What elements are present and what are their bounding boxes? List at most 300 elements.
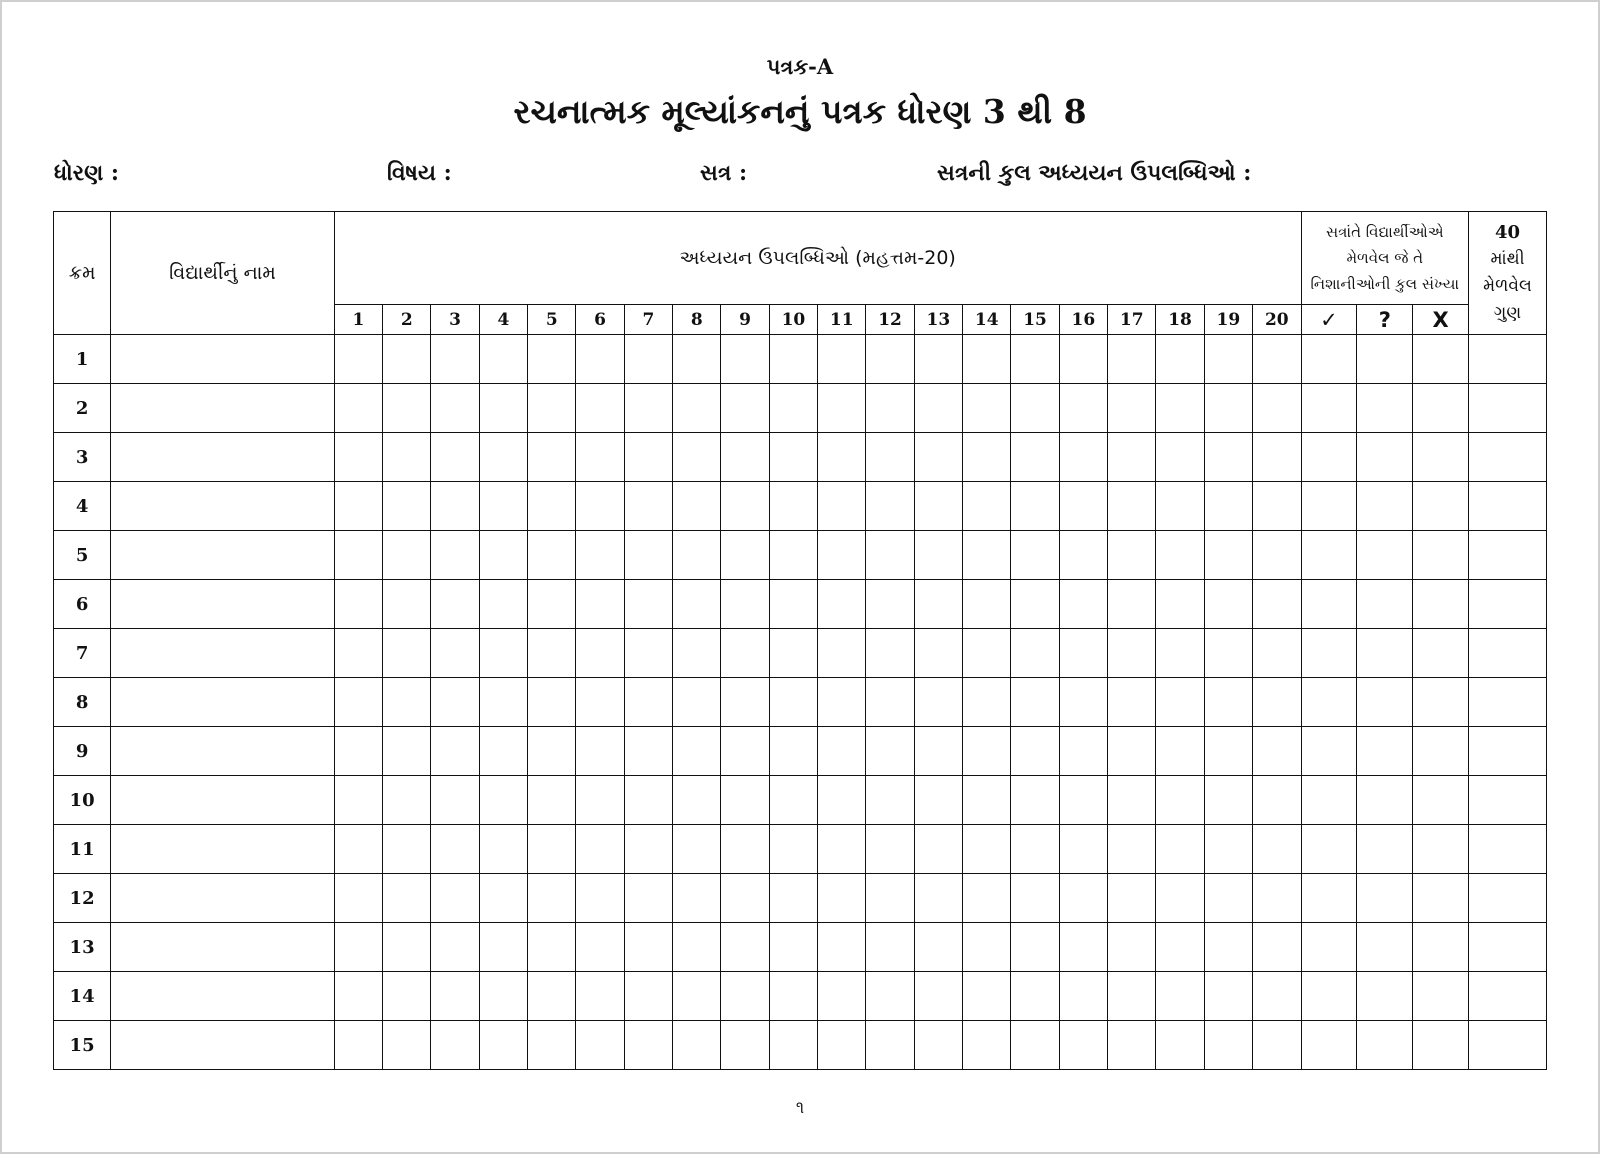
- achievement-cell[interactable]: [528, 825, 576, 874]
- achievement-cell[interactable]: [866, 433, 914, 482]
- achievement-cell[interactable]: [673, 482, 721, 531]
- achievement-cell[interactable]: [673, 776, 721, 825]
- achievement-cell[interactable]: [334, 384, 382, 433]
- achievement-cell[interactable]: [431, 678, 479, 727]
- tick-count-cell[interactable]: [1301, 384, 1357, 433]
- achievement-cell[interactable]: [383, 727, 431, 776]
- achievement-cell[interactable]: [383, 531, 431, 580]
- achievement-cell[interactable]: [576, 1021, 624, 1070]
- student-name-cell[interactable]: [111, 580, 335, 629]
- achievement-cell[interactable]: [334, 335, 382, 384]
- achievement-cell[interactable]: [1108, 923, 1156, 972]
- tick-count-cell[interactable]: [1301, 1021, 1357, 1070]
- achievement-cell[interactable]: [334, 874, 382, 923]
- achievement-cell[interactable]: [866, 531, 914, 580]
- achievement-cell[interactable]: [1204, 629, 1252, 678]
- cross-count-cell[interactable]: [1413, 776, 1469, 825]
- tick-count-cell[interactable]: [1301, 727, 1357, 776]
- achievement-cell[interactable]: [818, 874, 866, 923]
- achievement-cell[interactable]: [1204, 727, 1252, 776]
- achievement-cell[interactable]: [673, 678, 721, 727]
- achievement-cell[interactable]: [769, 384, 817, 433]
- achievement-cell[interactable]: [334, 923, 382, 972]
- achievement-cell[interactable]: [1059, 384, 1107, 433]
- achievement-cell[interactable]: [1011, 335, 1059, 384]
- achievement-cell[interactable]: [479, 923, 527, 972]
- cross-count-cell[interactable]: [1413, 482, 1469, 531]
- achievement-cell[interactable]: [963, 776, 1011, 825]
- achievement-cell[interactable]: [576, 580, 624, 629]
- achievement-cell[interactable]: [1011, 825, 1059, 874]
- achievement-cell[interactable]: [1253, 727, 1302, 776]
- achievement-cell[interactable]: [479, 972, 527, 1021]
- achievement-cell[interactable]: [866, 776, 914, 825]
- achievement-cell[interactable]: [528, 874, 576, 923]
- achievement-cell[interactable]: [818, 531, 866, 580]
- achievement-cell[interactable]: [673, 825, 721, 874]
- tick-count-cell[interactable]: [1301, 825, 1357, 874]
- question-count-cell[interactable]: [1357, 433, 1413, 482]
- achievement-cell[interactable]: [479, 1021, 527, 1070]
- cross-count-cell[interactable]: [1413, 923, 1469, 972]
- achievement-cell[interactable]: [1156, 384, 1204, 433]
- achievement-cell[interactable]: [866, 1021, 914, 1070]
- achievement-cell[interactable]: [1108, 580, 1156, 629]
- achievement-cell[interactable]: [963, 531, 1011, 580]
- achievement-cell[interactable]: [1011, 923, 1059, 972]
- achievement-cell[interactable]: [914, 874, 962, 923]
- achievement-cell[interactable]: [963, 629, 1011, 678]
- achievement-cell[interactable]: [769, 1021, 817, 1070]
- achievement-cell[interactable]: [383, 335, 431, 384]
- achievement-cell[interactable]: [1059, 874, 1107, 923]
- student-name-cell[interactable]: [111, 433, 335, 482]
- achievement-cell[interactable]: [1059, 825, 1107, 874]
- achievement-cell[interactable]: [1108, 384, 1156, 433]
- achievement-cell[interactable]: [818, 335, 866, 384]
- achievement-cell[interactable]: [383, 482, 431, 531]
- achievement-cell[interactable]: [673, 335, 721, 384]
- tick-count-cell[interactable]: [1301, 874, 1357, 923]
- achievement-cell[interactable]: [576, 482, 624, 531]
- achievement-cell[interactable]: [1204, 1021, 1252, 1070]
- achievement-cell[interactable]: [1059, 580, 1107, 629]
- achievement-cell[interactable]: [1253, 384, 1302, 433]
- achievement-cell[interactable]: [914, 482, 962, 531]
- achievement-cell[interactable]: [624, 629, 672, 678]
- student-name-cell[interactable]: [111, 1021, 335, 1070]
- question-count-cell[interactable]: [1357, 1021, 1413, 1070]
- achievement-cell[interactable]: [576, 384, 624, 433]
- achievement-cell[interactable]: [721, 727, 769, 776]
- achievement-cell[interactable]: [1156, 629, 1204, 678]
- achievement-cell[interactable]: [1156, 727, 1204, 776]
- achievement-cell[interactable]: [1156, 825, 1204, 874]
- student-name-cell[interactable]: [111, 972, 335, 1021]
- achievement-cell[interactable]: [1253, 874, 1302, 923]
- achievement-cell[interactable]: [1059, 776, 1107, 825]
- achievement-cell[interactable]: [1011, 727, 1059, 776]
- achievement-cell[interactable]: [479, 629, 527, 678]
- marks-cell[interactable]: [1469, 482, 1547, 531]
- achievement-cell[interactable]: [914, 384, 962, 433]
- achievement-cell[interactable]: [818, 1021, 866, 1070]
- achievement-cell[interactable]: [866, 874, 914, 923]
- achievement-cell[interactable]: [576, 825, 624, 874]
- cross-count-cell[interactable]: [1413, 629, 1469, 678]
- achievement-cell[interactable]: [1156, 580, 1204, 629]
- achievement-cell[interactable]: [818, 629, 866, 678]
- achievement-cell[interactable]: [431, 972, 479, 1021]
- achievement-cell[interactable]: [721, 972, 769, 1021]
- achievement-cell[interactable]: [1059, 482, 1107, 531]
- question-count-cell[interactable]: [1357, 972, 1413, 1021]
- achievement-cell[interactable]: [963, 874, 1011, 923]
- achievement-cell[interactable]: [1253, 1021, 1302, 1070]
- achievement-cell[interactable]: [1253, 678, 1302, 727]
- cross-count-cell[interactable]: [1413, 531, 1469, 580]
- achievement-cell[interactable]: [383, 972, 431, 1021]
- achievement-cell[interactable]: [1108, 678, 1156, 727]
- achievement-cell[interactable]: [673, 1021, 721, 1070]
- achievement-cell[interactable]: [1253, 580, 1302, 629]
- achievement-cell[interactable]: [818, 972, 866, 1021]
- cross-count-cell[interactable]: [1413, 433, 1469, 482]
- achievement-cell[interactable]: [383, 678, 431, 727]
- achievement-cell[interactable]: [431, 433, 479, 482]
- student-name-cell[interactable]: [111, 825, 335, 874]
- student-name-cell[interactable]: [111, 531, 335, 580]
- achievement-cell[interactable]: [576, 874, 624, 923]
- achievement-cell[interactable]: [1011, 629, 1059, 678]
- question-count-cell[interactable]: [1357, 776, 1413, 825]
- achievement-cell[interactable]: [818, 727, 866, 776]
- achievement-cell[interactable]: [818, 678, 866, 727]
- achievement-cell[interactable]: [624, 335, 672, 384]
- achievement-cell[interactable]: [1204, 678, 1252, 727]
- achievement-cell[interactable]: [528, 482, 576, 531]
- achievement-cell[interactable]: [1059, 1021, 1107, 1070]
- cross-count-cell[interactable]: [1413, 335, 1469, 384]
- achievement-cell[interactable]: [721, 678, 769, 727]
- achievement-cell[interactable]: [1253, 923, 1302, 972]
- student-name-cell[interactable]: [111, 776, 335, 825]
- achievement-cell[interactable]: [431, 923, 479, 972]
- achievement-cell[interactable]: [528, 678, 576, 727]
- achievement-cell[interactable]: [769, 727, 817, 776]
- achievement-cell[interactable]: [1059, 923, 1107, 972]
- achievement-cell[interactable]: [1204, 384, 1252, 433]
- achievement-cell[interactable]: [914, 678, 962, 727]
- question-count-cell[interactable]: [1357, 923, 1413, 972]
- achievement-cell[interactable]: [576, 531, 624, 580]
- achievement-cell[interactable]: [914, 776, 962, 825]
- question-count-cell[interactable]: [1357, 482, 1413, 531]
- achievement-cell[interactable]: [383, 825, 431, 874]
- achievement-cell[interactable]: [1011, 384, 1059, 433]
- achievement-cell[interactable]: [963, 825, 1011, 874]
- achievement-cell[interactable]: [479, 433, 527, 482]
- achievement-cell[interactable]: [963, 727, 1011, 776]
- achievement-cell[interactable]: [769, 972, 817, 1021]
- achievement-cell[interactable]: [576, 972, 624, 1021]
- achievement-cell[interactable]: [1204, 482, 1252, 531]
- achievement-cell[interactable]: [1011, 874, 1059, 923]
- achievement-cell[interactable]: [1156, 531, 1204, 580]
- achievement-cell[interactable]: [431, 335, 479, 384]
- achievement-cell[interactable]: [769, 580, 817, 629]
- achievement-cell[interactable]: [914, 727, 962, 776]
- achievement-cell[interactable]: [334, 580, 382, 629]
- achievement-cell[interactable]: [1156, 1021, 1204, 1070]
- achievement-cell[interactable]: [383, 874, 431, 923]
- achievement-cell[interactable]: [431, 825, 479, 874]
- achievement-cell[interactable]: [721, 874, 769, 923]
- achievement-cell[interactable]: [963, 678, 1011, 727]
- achievement-cell[interactable]: [624, 678, 672, 727]
- student-name-cell[interactable]: [111, 482, 335, 531]
- student-name-cell[interactable]: [111, 678, 335, 727]
- achievement-cell[interactable]: [334, 776, 382, 825]
- achievement-cell[interactable]: [963, 482, 1011, 531]
- achievement-cell[interactable]: [721, 580, 769, 629]
- achievement-cell[interactable]: [528, 727, 576, 776]
- achievement-cell[interactable]: [721, 482, 769, 531]
- marks-cell[interactable]: [1469, 1021, 1547, 1070]
- achievement-cell[interactable]: [914, 629, 962, 678]
- achievement-cell[interactable]: [673, 580, 721, 629]
- achievement-cell[interactable]: [769, 776, 817, 825]
- achievement-cell[interactable]: [1059, 335, 1107, 384]
- tick-count-cell[interactable]: [1301, 531, 1357, 580]
- achievement-cell[interactable]: [721, 384, 769, 433]
- achievement-cell[interactable]: [479, 482, 527, 531]
- marks-cell[interactable]: [1469, 874, 1547, 923]
- achievement-cell[interactable]: [1156, 335, 1204, 384]
- achievement-cell[interactable]: [866, 482, 914, 531]
- achievement-cell[interactable]: [721, 629, 769, 678]
- achievement-cell[interactable]: [1011, 1021, 1059, 1070]
- achievement-cell[interactable]: [1108, 482, 1156, 531]
- achievement-cell[interactable]: [1011, 580, 1059, 629]
- achievement-cell[interactable]: [624, 727, 672, 776]
- achievement-cell[interactable]: [866, 972, 914, 1021]
- achievement-cell[interactable]: [673, 874, 721, 923]
- achievement-cell[interactable]: [479, 874, 527, 923]
- achievement-cell[interactable]: [624, 433, 672, 482]
- achievement-cell[interactable]: [1204, 825, 1252, 874]
- achievement-cell[interactable]: [1204, 433, 1252, 482]
- achievement-cell[interactable]: [576, 678, 624, 727]
- achievement-cell[interactable]: [624, 874, 672, 923]
- marks-cell[interactable]: [1469, 531, 1547, 580]
- achievement-cell[interactable]: [576, 335, 624, 384]
- achievement-cell[interactable]: [383, 923, 431, 972]
- achievement-cell[interactable]: [624, 972, 672, 1021]
- cross-count-cell[interactable]: [1413, 1021, 1469, 1070]
- achievement-cell[interactable]: [576, 923, 624, 972]
- achievement-cell[interactable]: [1011, 776, 1059, 825]
- achievement-cell[interactable]: [1059, 629, 1107, 678]
- achievement-cell[interactable]: [1108, 433, 1156, 482]
- achievement-cell[interactable]: [769, 678, 817, 727]
- achievement-cell[interactable]: [1011, 531, 1059, 580]
- achievement-cell[interactable]: [479, 531, 527, 580]
- achievement-cell[interactable]: [673, 433, 721, 482]
- achievement-cell[interactable]: [624, 825, 672, 874]
- achievement-cell[interactable]: [866, 678, 914, 727]
- achievement-cell[interactable]: [1108, 825, 1156, 874]
- achievement-cell[interactable]: [721, 1021, 769, 1070]
- achievement-cell[interactable]: [1156, 482, 1204, 531]
- achievement-cell[interactable]: [1011, 433, 1059, 482]
- achievement-cell[interactable]: [479, 776, 527, 825]
- achievement-cell[interactable]: [1011, 482, 1059, 531]
- achievement-cell[interactable]: [383, 629, 431, 678]
- student-name-cell[interactable]: [111, 874, 335, 923]
- marks-cell[interactable]: [1469, 923, 1547, 972]
- achievement-cell[interactable]: [818, 776, 866, 825]
- achievement-cell[interactable]: [769, 825, 817, 874]
- achievement-cell[interactable]: [1108, 874, 1156, 923]
- student-name-cell[interactable]: [111, 727, 335, 776]
- question-count-cell[interactable]: [1357, 629, 1413, 678]
- achievement-cell[interactable]: [721, 825, 769, 874]
- achievement-cell[interactable]: [914, 923, 962, 972]
- achievement-cell[interactable]: [1156, 972, 1204, 1021]
- achievement-cell[interactable]: [1253, 433, 1302, 482]
- achievement-cell[interactable]: [1156, 874, 1204, 923]
- student-name-cell[interactable]: [111, 629, 335, 678]
- achievement-cell[interactable]: [1253, 972, 1302, 1021]
- achievement-cell[interactable]: [528, 923, 576, 972]
- achievement-cell[interactable]: [383, 384, 431, 433]
- achievement-cell[interactable]: [818, 482, 866, 531]
- achievement-cell[interactable]: [1253, 482, 1302, 531]
- achievement-cell[interactable]: [1108, 1021, 1156, 1070]
- achievement-cell[interactable]: [334, 678, 382, 727]
- achievement-cell[interactable]: [1059, 727, 1107, 776]
- achievement-cell[interactable]: [673, 923, 721, 972]
- question-count-cell[interactable]: [1357, 678, 1413, 727]
- achievement-cell[interactable]: [431, 384, 479, 433]
- achievement-cell[interactable]: [673, 727, 721, 776]
- achievement-cell[interactable]: [866, 923, 914, 972]
- achievement-cell[interactable]: [383, 1021, 431, 1070]
- achievement-cell[interactable]: [334, 629, 382, 678]
- tick-count-cell[interactable]: [1301, 433, 1357, 482]
- achievement-cell[interactable]: [624, 531, 672, 580]
- achievement-cell[interactable]: [1059, 531, 1107, 580]
- achievement-cell[interactable]: [624, 384, 672, 433]
- achievement-cell[interactable]: [673, 384, 721, 433]
- achievement-cell[interactable]: [1204, 923, 1252, 972]
- marks-cell[interactable]: [1469, 727, 1547, 776]
- tick-count-cell[interactable]: [1301, 678, 1357, 727]
- achievement-cell[interactable]: [866, 825, 914, 874]
- question-count-cell[interactable]: [1357, 874, 1413, 923]
- achievement-cell[interactable]: [673, 972, 721, 1021]
- achievement-cell[interactable]: [1204, 580, 1252, 629]
- achievement-cell[interactable]: [963, 923, 1011, 972]
- cross-count-cell[interactable]: [1413, 384, 1469, 433]
- achievement-cell[interactable]: [914, 825, 962, 874]
- achievement-cell[interactable]: [431, 874, 479, 923]
- achievement-cell[interactable]: [1059, 433, 1107, 482]
- achievement-cell[interactable]: [1204, 776, 1252, 825]
- achievement-cell[interactable]: [866, 335, 914, 384]
- achievement-cell[interactable]: [866, 580, 914, 629]
- cross-count-cell[interactable]: [1413, 678, 1469, 727]
- achievement-cell[interactable]: [963, 433, 1011, 482]
- student-name-cell[interactable]: [111, 335, 335, 384]
- achievement-cell[interactable]: [334, 433, 382, 482]
- achievement-cell[interactable]: [1204, 874, 1252, 923]
- achievement-cell[interactable]: [963, 972, 1011, 1021]
- achievement-cell[interactable]: [528, 531, 576, 580]
- achievement-cell[interactable]: [1108, 629, 1156, 678]
- achievement-cell[interactable]: [479, 335, 527, 384]
- achievement-cell[interactable]: [914, 972, 962, 1021]
- achievement-cell[interactable]: [624, 580, 672, 629]
- achievement-cell[interactable]: [1108, 972, 1156, 1021]
- achievement-cell[interactable]: [963, 580, 1011, 629]
- achievement-cell[interactable]: [528, 1021, 576, 1070]
- marks-cell[interactable]: [1469, 580, 1547, 629]
- achievement-cell[interactable]: [528, 580, 576, 629]
- question-count-cell[interactable]: [1357, 825, 1413, 874]
- achievement-cell[interactable]: [334, 1021, 382, 1070]
- cross-count-cell[interactable]: [1413, 580, 1469, 629]
- marks-cell[interactable]: [1469, 433, 1547, 482]
- achievement-cell[interactable]: [963, 384, 1011, 433]
- achievement-cell[interactable]: [624, 482, 672, 531]
- achievement-cell[interactable]: [769, 874, 817, 923]
- achievement-cell[interactable]: [769, 531, 817, 580]
- achievement-cell[interactable]: [1253, 776, 1302, 825]
- achievement-cell[interactable]: [334, 972, 382, 1021]
- achievement-cell[interactable]: [914, 335, 962, 384]
- achievement-cell[interactable]: [818, 384, 866, 433]
- marks-cell[interactable]: [1469, 384, 1547, 433]
- tick-count-cell[interactable]: [1301, 482, 1357, 531]
- achievement-cell[interactable]: [431, 776, 479, 825]
- achievement-cell[interactable]: [1108, 531, 1156, 580]
- marks-cell[interactable]: [1469, 335, 1547, 384]
- achievement-cell[interactable]: [383, 433, 431, 482]
- achievement-cell[interactable]: [528, 384, 576, 433]
- achievement-cell[interactable]: [769, 629, 817, 678]
- achievement-cell[interactable]: [818, 580, 866, 629]
- question-count-cell[interactable]: [1357, 335, 1413, 384]
- achievement-cell[interactable]: [914, 580, 962, 629]
- achievement-cell[interactable]: [624, 923, 672, 972]
- achievement-cell[interactable]: [479, 678, 527, 727]
- achievement-cell[interactable]: [479, 825, 527, 874]
- achievement-cell[interactable]: [673, 629, 721, 678]
- achievement-cell[interactable]: [624, 1021, 672, 1070]
- achievement-cell[interactable]: [431, 727, 479, 776]
- achievement-cell[interactable]: [721, 923, 769, 972]
- achievement-cell[interactable]: [1204, 335, 1252, 384]
- question-count-cell[interactable]: [1357, 531, 1413, 580]
- achievement-cell[interactable]: [769, 923, 817, 972]
- achievement-cell[interactable]: [963, 335, 1011, 384]
- achievement-cell[interactable]: [431, 531, 479, 580]
- achievement-cell[interactable]: [431, 1021, 479, 1070]
- tick-count-cell[interactable]: [1301, 923, 1357, 972]
- tick-count-cell[interactable]: [1301, 335, 1357, 384]
